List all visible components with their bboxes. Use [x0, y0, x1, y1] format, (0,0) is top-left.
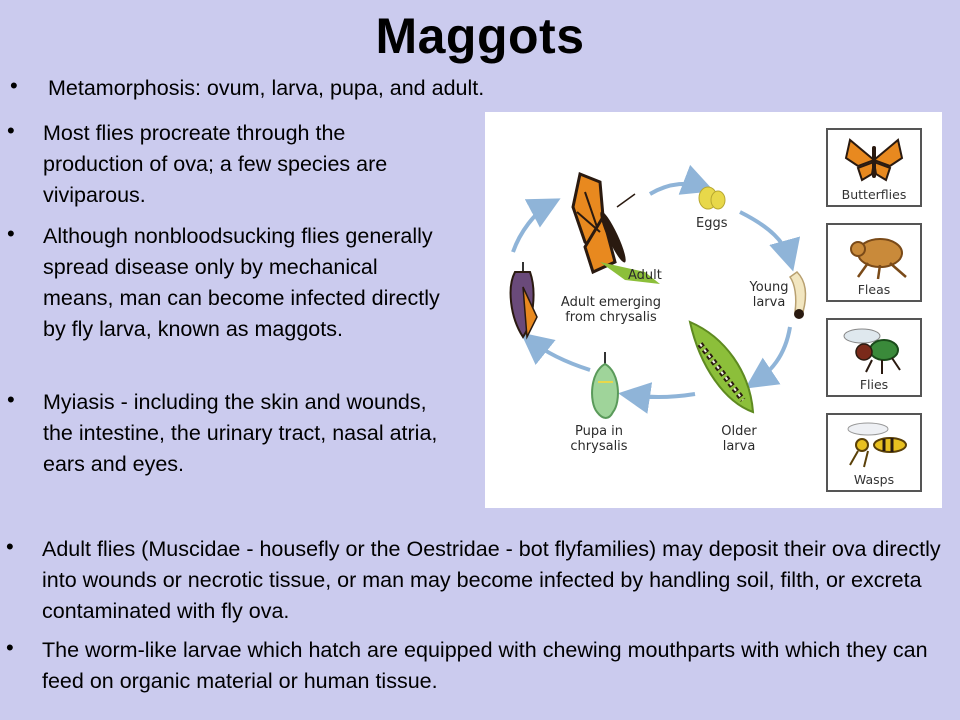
arrow-pupa-to-emerging: [530, 340, 590, 370]
bullet-procreation: [7, 118, 443, 211]
arrow-eggs-to-young-larva: [740, 212, 790, 260]
panel-caption: Wasps: [853, 472, 895, 487]
slide-title: Maggots: [375, 8, 585, 64]
arrow-emerging-to-adult: [513, 204, 550, 252]
panel-flies: [826, 318, 922, 397]
life-cycle-figure: [485, 112, 942, 508]
bullet-text: Myiasis - including the skin and wounds, the intestine, the urinary tract, nasal atria, ears and eyes.: [43, 390, 438, 476]
butterfly-icon: [828, 130, 920, 190]
bullet-text: Most flies procreate through the production of ova; a few species are viviparous.: [43, 121, 388, 207]
label-emerging: Adult emerging from chrysalis: [560, 295, 662, 325]
panel-fleas: [826, 223, 922, 302]
bullet-text: Adult flies (Muscidae - housefly or the Oestridae - bot flyfamilies) may deposit their ova directly into wounds or necrotic tissue, or man may become infected by handling soil, filth, or excreta contaminated with fly ova.: [42, 537, 941, 623]
label-older-larva: Older larva: [721, 424, 757, 454]
bullet-glyph: •: [10, 73, 18, 98]
pupa-illustration: [592, 352, 618, 418]
wasp-icon: [828, 415, 920, 475]
label-adult: Adult: [628, 268, 662, 283]
panel-caption: Fleas: [857, 282, 891, 297]
bullet-metamorphosis: [10, 73, 648, 104]
bullet-infection: [7, 221, 443, 345]
arrow-adult-to-eggs: [650, 184, 703, 194]
bullet-larvae: [6, 635, 942, 697]
eggs-illustration: [699, 187, 725, 209]
label-young-larva: Young larva: [749, 280, 789, 310]
panel-butterflies: [826, 128, 922, 207]
bullet-glyph: •: [7, 387, 15, 412]
label-eggs: Eggs: [696, 216, 728, 231]
bullet-text: Metamorphosis: ovum, larva, pupa, and adult.: [48, 76, 485, 100]
bullet-glyph: •: [7, 118, 15, 143]
emerging-adult-illustration: [511, 262, 537, 337]
label-pupa: Pupa in chrysalis: [570, 424, 628, 454]
fly-icon: [828, 320, 920, 380]
arrow-young-to-older-larva: [755, 327, 790, 382]
flea-icon: [828, 225, 920, 285]
arrow-older-larva-to-pupa: [630, 394, 695, 397]
panel-wasps: [826, 413, 922, 492]
bullet-myiasis: [7, 387, 443, 480]
panel-caption: Flies: [859, 377, 889, 392]
bullet-glyph: •: [6, 534, 14, 559]
bullet-glyph: •: [6, 635, 14, 660]
bullet-text: The worm-like larvae which hatch are equipped with chewing mouthparts with which they can feed on organic material or human tissue.: [42, 638, 928, 693]
bullet-text: Although nonbloodsucking flies generally spread disease only by mechanical means, man can become infected directly by fly larva, known as maggots.: [43, 224, 440, 341]
older-larva-illustration: [690, 322, 753, 412]
bullet-adult-flies: [6, 534, 957, 627]
bullet-glyph: •: [7, 221, 15, 246]
panel-caption: Butterflies: [841, 187, 907, 202]
